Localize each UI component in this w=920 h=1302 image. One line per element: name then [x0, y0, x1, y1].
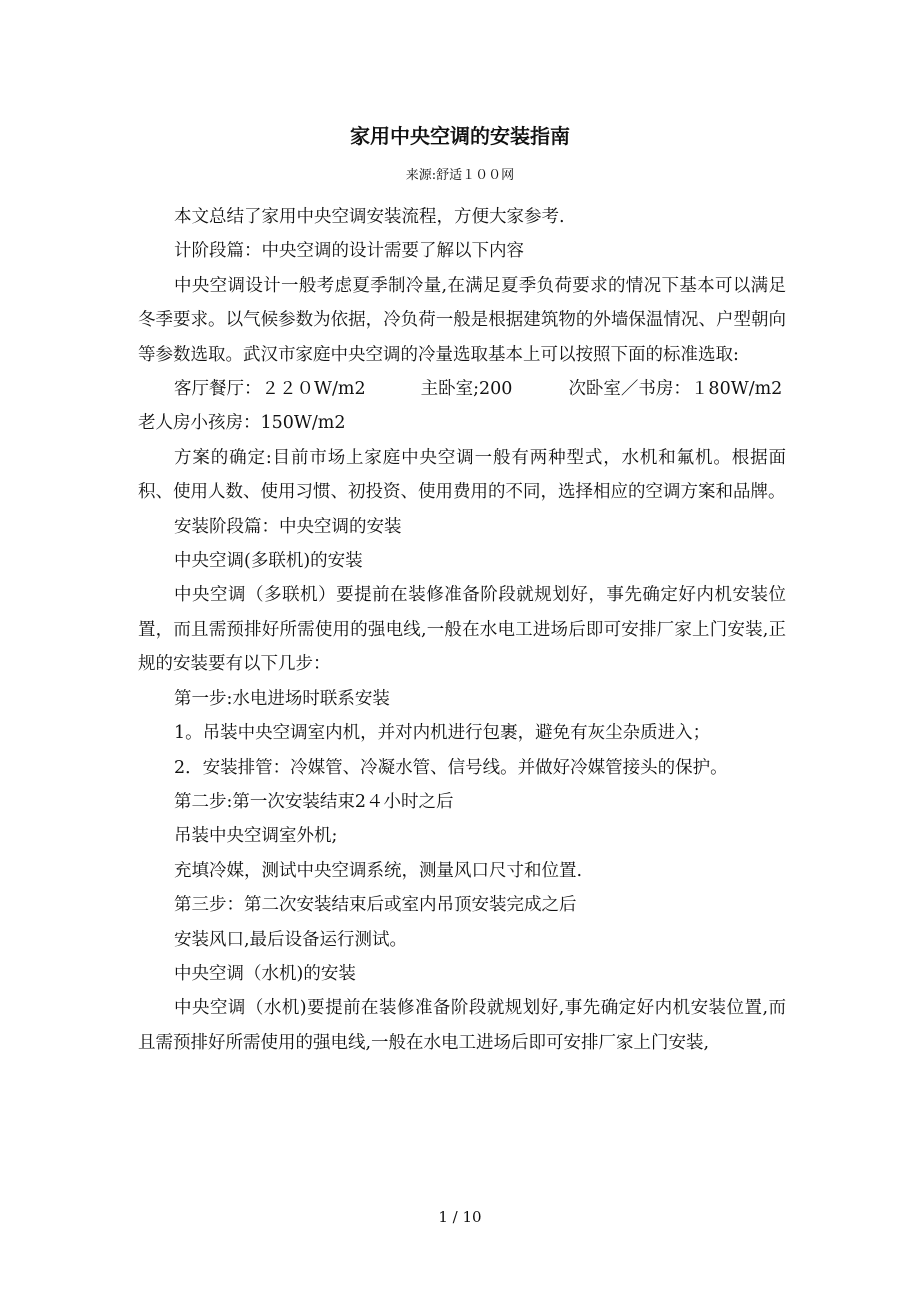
- paragraph-vrf-heading: 中央空调(多联机)的安装: [174, 551, 363, 572]
- step-one-item-1: 1。吊装中央空调室内机，并对内机进行包裹，避免有灰尘杂质进入；: [174, 723, 711, 744]
- paragraph-plan-decision: 方案的确定:目前市场上家庭中央空调一般有两种型式，水机和氟机。根据面积、使用人数、使用习惯、初投资、使用费用的不同，选择相应的空调方案和品牌。: [138, 447, 786, 503]
- step-three-heading: 第三步：第二次安装结束后或室内吊顶安装完成之后: [174, 895, 577, 916]
- paragraph-design-heading: 计阶段篇：中央空调的设计需要了解以下内容: [174, 241, 524, 262]
- rate-second-bedroom: 次卧室／书房：１80W/m2: [568, 379, 783, 400]
- rate-master-bedroom: 主卧室;200: [420, 379, 513, 400]
- step-three-item-1: 安装风口,最后设备运行测试。: [174, 929, 408, 950]
- paragraph-design-details: 中央空调设计一般考虑夏季制冷量,在满足夏季负荷要求的情况下基本可以满足冬季要求。以气候参数为依据，冷负荷一般是根据建筑物的外墙保温情况、户型朝向等参数选取。武汉市家庭中央空调的冷量选取基本上可以按照下面的标准选取:: [138, 275, 786, 365]
- page-number: 1 / 10: [438, 1208, 482, 1226]
- document-title: 家用中央空调的安装指南: [350, 124, 570, 148]
- paragraph-vrf-details: 中央空调（多联机）要提前在装修准备阶段就规划好，事先确定好内机安装位置，而且需预排好所需使用的强电线,一般在水电工进场后即可安排厂家上门安装,正规的安装要有以下几步：: [138, 585, 786, 675]
- document-body: [138, 200, 786, 1060]
- document-source: 来源:舒适１００网: [405, 168, 515, 183]
- rate-living-room: 客厅餐厅：２２０W/m2: [174, 379, 366, 400]
- paragraph-install-heading: 安装阶段篇：中央空调的安装: [174, 516, 402, 537]
- paragraph-intro: 本文总结了家用中央空调安装流程，方便大家参考.: [174, 207, 565, 227]
- step-two-heading: 第二步:第一次安装结束2４小时之后: [174, 791, 454, 812]
- step-one-item-2: 2．安装排管：冷媒管、冷凝水管、信号线。并做好冷媒管接头的保护。: [174, 757, 728, 778]
- step-one-heading: 第一步:水电进场时联系安装: [174, 688, 390, 709]
- cooling-rate-row: [138, 372, 786, 406]
- step-two-item-2: 充填冷媒，测试中央空调系统，测量风口尺寸和位置.: [174, 860, 583, 881]
- paragraph-water-heading: 中央空调（水机)的安装: [174, 963, 356, 984]
- step-two-item-1: 吊装中央空调室外机;: [174, 826, 338, 847]
- paragraph-water-details: 中央空调（水机)要提前在装修准备阶段就规划好,事先确定好内机安装位置,而且需预排好所需使用的强电线,一般在水电工进场后即可安排厂家上门安装,: [138, 998, 786, 1053]
- rate-elder-child-room: 老人房小孩房：150W/m2: [138, 413, 346, 434]
